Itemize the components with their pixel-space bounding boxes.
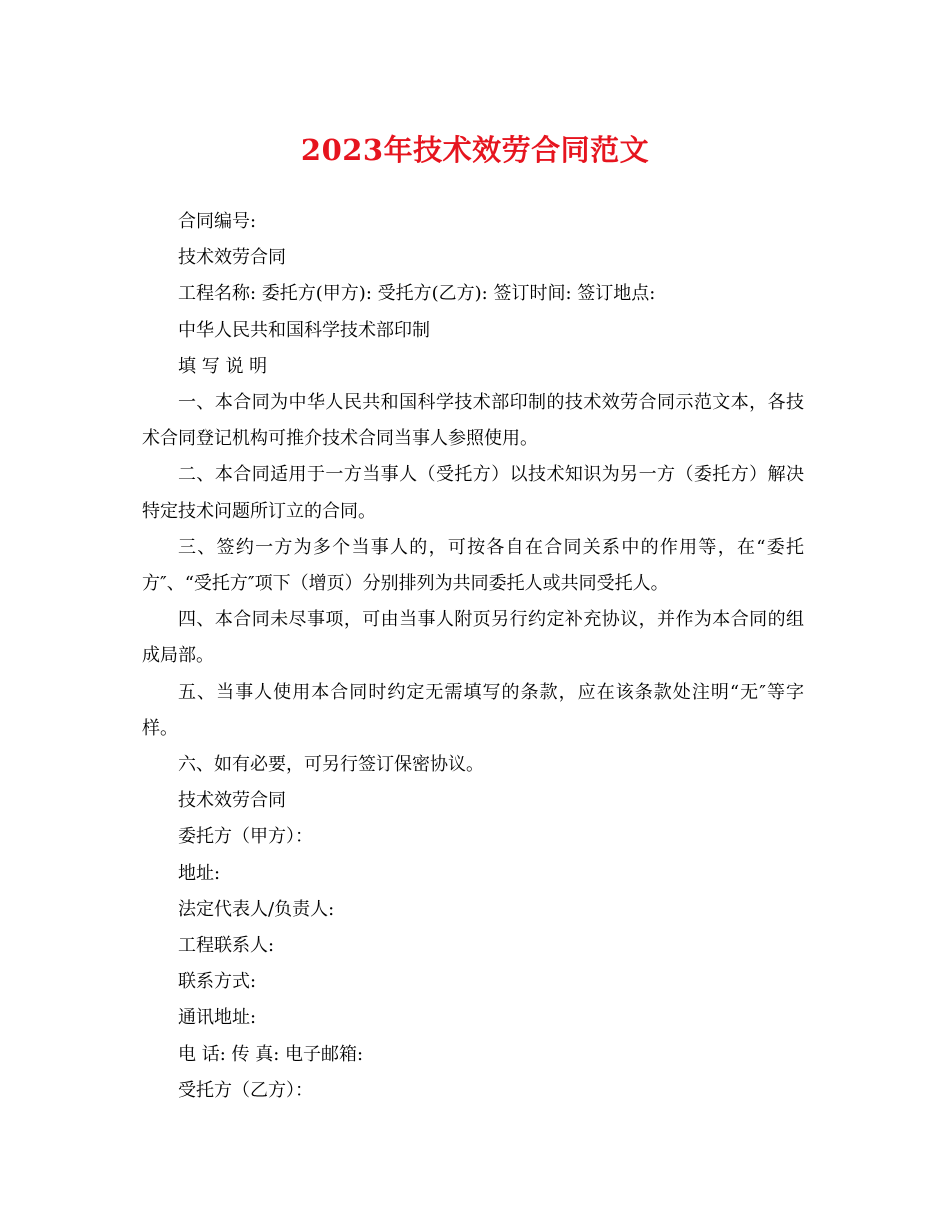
document-line: 中华人民共和国科学技术部印制 bbox=[178, 319, 430, 341]
document-paragraph: 二、本合同适用于一方当事人（受托方）以技术知识为另一方（委托方）解决特定技术问题所订立的合同。 bbox=[142, 464, 804, 522]
document-line: 技术效劳合同 bbox=[178, 247, 286, 269]
document-paragraph: 五、当事人使用本合同时约定无需填写的条款，应在该条款处注明“无″等字样。 bbox=[142, 681, 804, 739]
document-paragraph: 四、本合同未尽事项，可由当事人附页另行约定补充协议，并作为本合同的组成局部。 bbox=[142, 609, 804, 667]
document-line: 受托方（乙方）： bbox=[178, 1079, 313, 1101]
document-line: 委托方（甲方）： bbox=[178, 826, 313, 848]
document-paragraph: 一、本合同为中华人民共和国科学技术部印制的技术效劳合同示范文本，各技术合同登记机构可推介技术合同当事人参照使用。 bbox=[142, 392, 804, 450]
document-line: 通讯地址: bbox=[178, 1007, 257, 1029]
document-line: 地址: bbox=[178, 862, 221, 884]
document-line: 联系方式: bbox=[178, 971, 257, 993]
document-line: 工程名称: 委托方(甲方): 受托方(乙方): 签订时间: 签订地点: bbox=[178, 283, 656, 305]
document-line: 六、如有必要，可另行签订保密协议。 bbox=[178, 754, 484, 776]
document-line: 填 写 说 明 bbox=[178, 355, 268, 377]
document-line: 电 话: 传 真: 电子邮箱: bbox=[178, 1043, 364, 1065]
document-title: 2023年技术效劳合同范文 bbox=[300, 133, 650, 167]
document-line: 法定代表人/负责人: bbox=[178, 898, 335, 920]
document-paragraph: 三、签约一方为多个当事人的，可按各自在合同关系中的作用等，在“委托方″、“受托方″项下（增页）分别排列为共同委托人或共同受托人。 bbox=[142, 536, 804, 595]
document-line: 合同编号: bbox=[178, 211, 257, 232]
document-line: 技术效劳合同 bbox=[178, 790, 286, 812]
document-body bbox=[142, 204, 804, 1109]
document-line: 工程联系人: bbox=[178, 935, 275, 957]
